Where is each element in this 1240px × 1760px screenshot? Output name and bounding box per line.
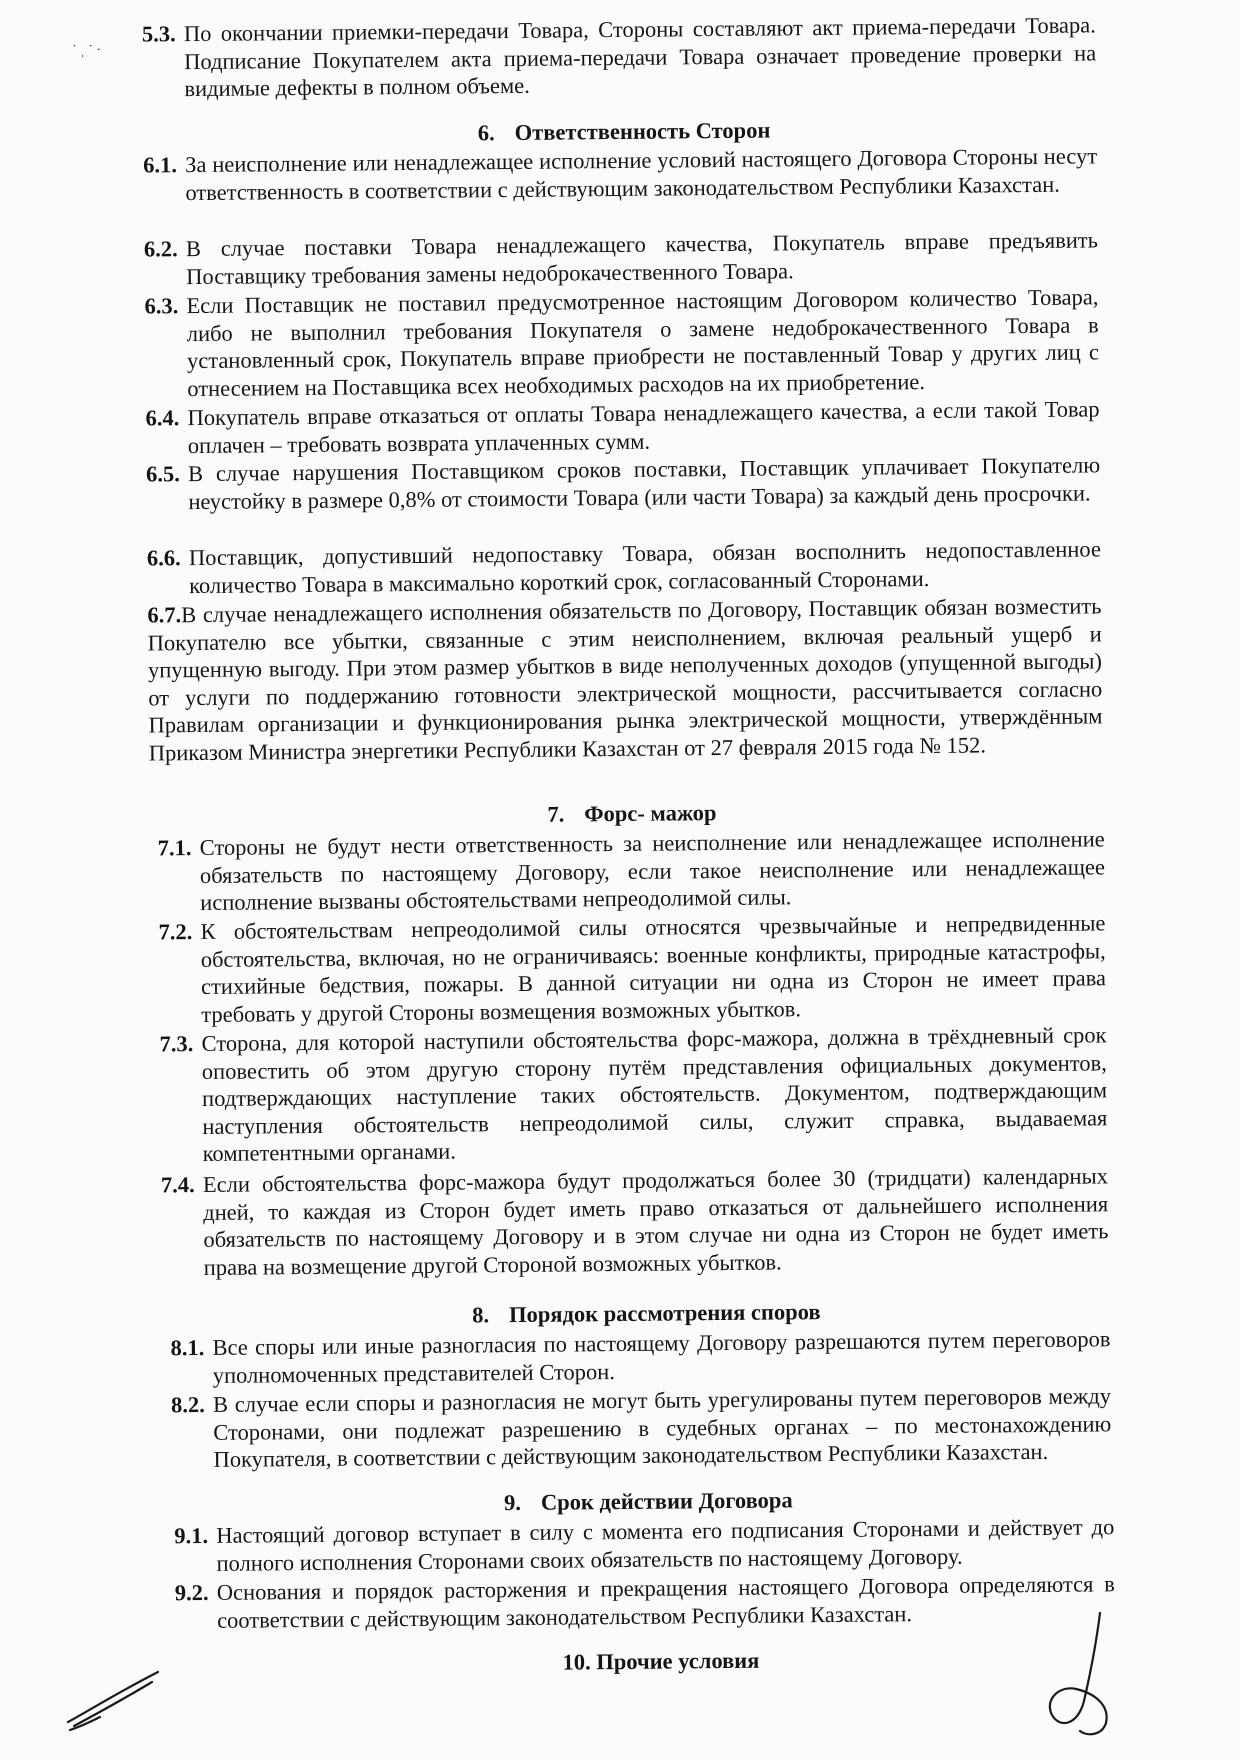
- clause-6-2: [143, 226, 1099, 290]
- clause-number: 7.4.: [160, 1172, 195, 1198]
- clause-number: 6.6.: [146, 545, 181, 571]
- clause-7-3: [159, 1021, 1108, 1167]
- clause-7-1: [157, 825, 1106, 916]
- section-heading-8: [472, 1298, 821, 1329]
- clause-7-4: [160, 1162, 1109, 1281]
- section-heading-6: [478, 117, 771, 148]
- clause-8-1: [170, 1325, 1111, 1389]
- clause-text: Если обстоятельства форс-мажора будут продолжаться более 30 (тридцати) календарных дней, то каждая из Сторон будет иметь право отказаться от дальнейшего исполнения обязательств по настоящему Договору и в этом случае ни одна из Сторон не будет иметь права на возмещение другой Стороной возможных убытков.: [202, 1163, 1109, 1280]
- clause-text: Сторона, для которой наступили обстоятельства форс-мажора, должна в трёхдневный срок оповестить об этом другую сторону путём представления официальных документов, подтверждающих наступление таких обстоятельств. Документом, подтверждающим наступления обстоятельств непреодолимой силы, служит справка, выдаваемая компетентными органами.: [201, 1022, 1108, 1167]
- clause-number: 5.3.: [141, 21, 176, 47]
- section-heading-7: [547, 799, 716, 829]
- section-number: 8.: [472, 1302, 490, 1328]
- section-title: Форс- мажор: [584, 800, 717, 827]
- clause-text: В случае нарушения Поставщиком сроков поставки, Поставщик уплачивает Покупателю неустойку в размере 0,8% от стоимости Товара (или части Товара) за каждый день просрочки.: [187, 452, 1101, 514]
- clause-9-1: [174, 1513, 1115, 1577]
- section-number: 9.: [503, 1489, 521, 1516]
- clause-7-2: [158, 909, 1107, 1028]
- clause-text: Настоящий договор вступает в силу с момента его подписания Сторонами и действует до полного исполнения Сторонами своих обязательств по настоящему Договору.: [216, 1514, 1115, 1576]
- clause-text: Покупатель вправе отказаться от оплаты Товара ненадлежащего качества, а если такой Товар оплачен – требовать возврата уплаченных сумм.: [187, 396, 1100, 458]
- section-heading-9: [504, 1486, 793, 1517]
- section-title: Срок действии Договора: [540, 1487, 793, 1515]
- clause-number: 7.3.: [159, 1031, 194, 1057]
- section-heading-10: [562, 1647, 759, 1677]
- clause-number: 9.1.: [174, 1522, 209, 1549]
- clause-number: 7.2.: [158, 919, 193, 945]
- clause-6-3: [144, 283, 1100, 402]
- clause-number: 6.2.: [143, 236, 178, 262]
- clause-text: Стороны не будут нести ответственность за неисполнение или ненадлежащее исполнение обязательств по настоящему Договору, если такое неисполнение или ненадлежащее исполнение вызваны обстоятельствами непреодолимой силы.: [199, 826, 1106, 916]
- clause-number: 6.3.: [144, 293, 179, 319]
- clause-number: 6.5.: [145, 461, 180, 487]
- clause-text: Если Поставщик не поставил предусмотренное настоящим Договором количество Товара, либо не выполнил требования Покупателя о замене недоброкачественного Товара в установленный срок, Покупатель вправе приобрести не поставленный Товар у других лиц с отнесением на Поставщика всех необходимых расходов на их приобретение.: [186, 284, 1100, 401]
- clause-number: 6.7.: [147, 602, 182, 628]
- clause-text: В случае если споры и разногласия не могут быть урегулированы путем переговоров между Сторонами, они подлежат разрешению в судебных органах – по местонахождению Покупателя, в соответствии с действующим законодательством Республики Казахстан.: [212, 1383, 1112, 1472]
- section-number: 7.: [547, 801, 565, 827]
- scan-speck: ˙ ˌ ˙ ·: [71, 42, 102, 59]
- clause-5-3: [141, 11, 1097, 102]
- clause-text: Поставщик, допустивший недопоставку Товара, обязан восполнить недопоставленное количество Товара в максимально короткий срок, согласованный Сторонами.: [188, 536, 1101, 598]
- clause-text: По окончании приемки-передачи Товара, Стороны составляют акт приема-передачи Товара. Подписание Покупателем акта приема-передачи Товара означает проведение проверки на видимые дефекты в полном объеме.: [183, 12, 1097, 102]
- section-number: 6.: [477, 120, 495, 146]
- clause-6-1: [143, 142, 1098, 206]
- section-title: Порядок рассмотрения споров: [508, 1299, 821, 1328]
- clause-8-2: [170, 1382, 1112, 1473]
- clause-6-5: [145, 451, 1101, 515]
- clause-number: 6.4.: [145, 405, 180, 431]
- clause-number: 8.1.: [170, 1335, 205, 1361]
- clause-6-4: [145, 395, 1100, 459]
- signature-left-icon: [60, 1660, 170, 1740]
- clause-text: Основания и порядок расторжения и прекращения настоящего Договора определяются в соответствии с действующим законодательством Республики Казахстан.: [216, 1571, 1115, 1633]
- signature-right-icon: [1040, 1605, 1150, 1745]
- clause-text: За неисполнение или ненадлежащее исполнение условий настоящего Договора Стороны несут ответственность в соответствии с действующим законодательством Республики Казахстан.: [185, 143, 1098, 205]
- clause-number: 7.1.: [157, 835, 192, 861]
- clause-number: 6.1.: [143, 152, 178, 178]
- clause-9-2: [174, 1570, 1115, 1634]
- clause-number: 9.2.: [174, 1579, 209, 1606]
- clause-6-7: [147, 592, 1103, 766]
- section-title: Ответственность Сторон: [514, 117, 771, 145]
- clause-number: 8.2.: [170, 1392, 205, 1418]
- clause-text: 6.7.В случае ненадлежащего исполнения обязательств по Договору, Поставщик обязан возместить Покупателю все убытки, связанные с этим неисполнением, включая реальный ущерб и упущенную выгоду. При этом размер убытков в виде неполученных доходов (упущенной выгоды) от услуги по поддержанию готовности электрической мощности, рассчитывается согласно Правилам организации и функционирования рынка электрической мощности, утверждённым Приказом Министра энергетики Республики Казахстан от 27 февраля 2015 года № 152.: [147, 593, 1103, 766]
- clause-6-6: [146, 535, 1101, 599]
- clause-text: В случае поставки Товара ненадлежащего качества, Покупатель вправе предъявить Поставщику требования замены недоброкачественного Товара.: [185, 227, 1099, 289]
- clause-text: Все споры или иные разногласия по настоящему Договору разрешаются путем переговоров уполномоченных представителей Сторон.: [212, 1326, 1111, 1388]
- section-title: 10. Прочие условия: [562, 1647, 760, 1675]
- clause-text: К обстоятельствам непреодолимой силы относятся чрезвычайные и непредвиденные обстоятельства, включая, но не ограничиваясь: военные конфликты, природные катастрофы, стихийные бедствия, пожары. В данной ситуации ни одна из Сторон не имеет права требовать у другой Стороны возмещения возможных убытков.: [200, 910, 1107, 1027]
